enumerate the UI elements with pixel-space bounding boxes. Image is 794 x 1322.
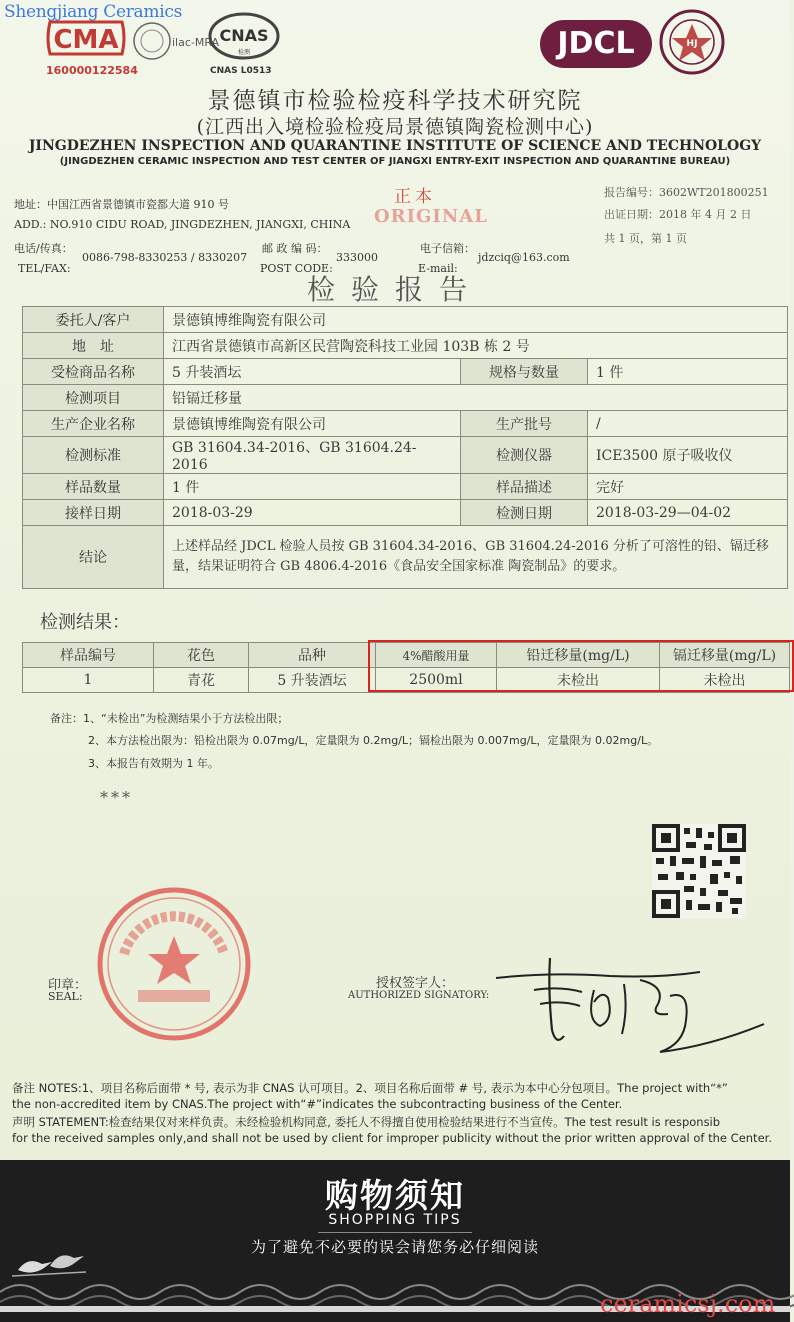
svg-text:CNAS: CNAS: [219, 26, 269, 45]
highlight-box: [368, 640, 794, 692]
post-value: 333000: [336, 251, 378, 264]
client-value: 景德镇博维陶瓷有限公司: [164, 307, 788, 333]
svg-text:HJ: HJ: [686, 39, 698, 49]
seal-label-en: SEAL:: [48, 990, 83, 1003]
institute-title-en: JINGDEZHEN INSPECTION AND QUARANTINE INSTITUTE OF SCIENCE AND TECHNOLOGY: [28, 138, 762, 154]
test-date-label: 检测日期: [461, 500, 588, 526]
table-row: [23, 411, 788, 437]
banner-divider: [318, 1232, 472, 1233]
receive-date-value: 2018-03-29: [164, 500, 461, 526]
table-row: [23, 437, 788, 474]
table-row: [23, 359, 788, 385]
description-value: 完好: [588, 474, 788, 500]
cma-logo-icon: [44, 14, 128, 62]
watermark: Shengjiang Ceramics: [4, 2, 182, 22]
tel-label-cn: 电话/传真：: [14, 242, 73, 255]
seal-label-cn: 印章：: [48, 978, 88, 993]
batch-value: /: [588, 411, 788, 437]
cadmium-result: 未检出: [660, 668, 790, 693]
end-marker: ***: [100, 788, 133, 807]
svg-text:CMA: CMA: [53, 25, 119, 55]
maker-value: 景德镇博维陶瓷有限公司: [164, 411, 461, 437]
signatory-label-en: AUTHORIZED SIGNATORY:: [348, 990, 490, 1001]
header-lead: 铅迁移量(mg/L): [497, 643, 660, 668]
spec-label: 规格与数量: [461, 359, 588, 385]
table-row: [23, 500, 788, 526]
cnas-code: CNAS L0513: [210, 66, 272, 76]
address-value: 江西省景德镇市高新区民营陶瓷科技工业园 103B 栋 2 号: [164, 333, 788, 359]
handwritten-signature-icon: [490, 950, 770, 1060]
instrument-value: ICE3500 原子吸收仪: [588, 437, 788, 474]
svg-text:ilac-MRA: ilac-MRA: [172, 36, 220, 49]
spec-value: 1 件: [588, 359, 788, 385]
ilac-mra-logo-icon: [132, 18, 220, 64]
info-table: [22, 306, 788, 589]
header-pattern: 花色: [154, 643, 249, 668]
footer-note-1: 备注 NOTES:1、项目名称后面带 * 号, 表示为非 CNAS 认可项目。2、项目名称后面带 # 号, 表示为本中心分包项目。The project with“*”: [12, 1081, 728, 1095]
report-number: 报告编号：3602WT201800251: [604, 186, 769, 199]
client-label: 委托人/客户: [23, 307, 164, 333]
header-cadmium: 镉迁移量(mg/L): [660, 643, 790, 668]
tel-value: 0086-798-8330253 / 8330207: [82, 251, 248, 264]
email-value: jdzciq@163.com: [478, 251, 570, 264]
receive-date-label: 接样日期: [23, 500, 164, 526]
email-label-en: E-mail:: [418, 262, 458, 275]
cnas-logo-icon: [206, 10, 282, 62]
original-stamp-cn: 正本: [394, 187, 436, 207]
footer-note-4: for the received samples only,and shall not be used by client for improper publicity without the prior written approval of the Center.: [12, 1131, 772, 1145]
conclusion-value: 上述样品经 JDCL 检验人员按 GB 31604.34-2016、GB 31604.24-2016 分析了可溶性的铅、镉迁移量，结果证明符合 GB 4806.4-2016《食品安全国家标准 陶瓷制品》的要求。: [164, 526, 788, 589]
page-count: 共 1 页，第 1 页: [604, 232, 687, 245]
post-label-cn: 邮 政 编 码：: [262, 242, 328, 255]
table-row: [23, 333, 788, 359]
footer-note-3: 声明 STATEMENT:检查结果仅对来样负责。未经检验机构同意, 委托人不得擅自使用检验结果进行不当宣传。The test result is responsib: [12, 1115, 721, 1129]
header-sample-no: 样品编号: [23, 643, 154, 668]
product-value: 5 升装酒坛: [164, 359, 461, 385]
signatory-label-cn: 授权签字人：: [376, 976, 455, 991]
conclusion-label: 结论: [23, 526, 164, 589]
hj-seal-logo-icon: [658, 8, 726, 76]
address-cn: 地址：中国江西省景德镇市瓷都大道 910 号: [14, 198, 229, 211]
institute-title-cn: 景德镇市检验检疫科学技术研究院: [207, 88, 583, 114]
table-row: [23, 526, 788, 589]
batch-label: 生产批号: [461, 411, 588, 437]
quantity-label: 样品数量: [23, 474, 164, 500]
jdcl-logo: JDCL: [540, 20, 652, 68]
item-value: 铅镉迁移量: [164, 385, 788, 411]
banner-subtitle: SHOPPING TIPS: [328, 1212, 462, 1228]
table-row: [23, 307, 788, 333]
remark-2: 2、本方法检出限为：铅检出限为 0.07mg/L，定量限为 0.2mg/L；镉检出限为 0.007mg/L，定量限为 0.02mg/L。: [88, 734, 659, 747]
footer-note-2: the non-accredited item by CNAS.The project with“#”indicates the subcontracting business of the Center.: [12, 1097, 623, 1111]
banner-title: 购物须知: [325, 1176, 465, 1215]
svg-text:检测: 检测: [237, 49, 251, 56]
table-row: [23, 474, 788, 500]
pattern: 青花: [154, 668, 249, 693]
standard-label: 检测标准: [23, 437, 164, 474]
red-seal-stamp-icon: [94, 884, 254, 1044]
quantity-value: 1 件: [164, 474, 461, 500]
item-label: 检测项目: [23, 385, 164, 411]
variety: 5 升装酒坛: [249, 668, 376, 693]
results-title: 检测结果：: [40, 612, 130, 633]
maker-label: 生产企业名称: [23, 411, 164, 437]
address-label: 地 址: [23, 333, 164, 359]
standard-value: GB 31604.34-2016、GB 31604.24-2016: [164, 437, 461, 474]
institute-subtitle-en: (JINGDEZHEN CERAMIC INSPECTION AND TEST CENTER OF JIANGXI ENTRY-EXIT INSPECTION AND QUARANTINE BUREAU): [59, 156, 731, 167]
lead-result: 未检出: [497, 668, 660, 693]
address-en: ADD.: NO.910 CIDU ROAD, JINGDEZHEN, JIANGXI, CHINA: [14, 218, 351, 231]
report-title: 检验报告: [306, 273, 483, 306]
product-label: 受检商品名称: [23, 359, 164, 385]
email-label-cn: 电子信箱：: [420, 242, 475, 255]
original-stamp-en: ORIGINAL: [374, 206, 488, 227]
instrument-label: 检测仪器: [461, 437, 588, 474]
header-variety: 品种: [249, 643, 376, 668]
remark-3: 3、本报告有效期为 1 年。: [88, 757, 219, 770]
qr-code-icon: [652, 824, 746, 918]
banner-note: 为了避免不必要的误会请您务必仔细阅读: [250, 1238, 539, 1256]
institute-subtitle-cn: (江西出入境检验检疫局景德镇陶瓷检测中心): [196, 116, 594, 138]
acetic-acid: 2500ml: [376, 668, 497, 693]
header-acetic-acid: 4%醋酸用量: [376, 643, 497, 668]
sample-no: 1: [23, 668, 154, 693]
shopping-tips-banner: [0, 1160, 790, 1322]
post-label-en: POST CODE:: [260, 262, 333, 275]
table-row: [23, 385, 788, 411]
cma-number: 160000122584: [46, 64, 138, 77]
remark-1: 备注：1、“未检出”为检测结果小于方法检出限；: [50, 712, 289, 725]
tel-label-en: TEL/FAX:: [18, 262, 71, 275]
issue-date: 出证日期：2018 年 4 月 2 日: [604, 208, 752, 221]
site-watermark: ceramicsj.com: [600, 1290, 776, 1318]
description-label: 样品描述: [461, 474, 588, 500]
test-date-value: 2018-03-29—04-02: [588, 500, 788, 526]
